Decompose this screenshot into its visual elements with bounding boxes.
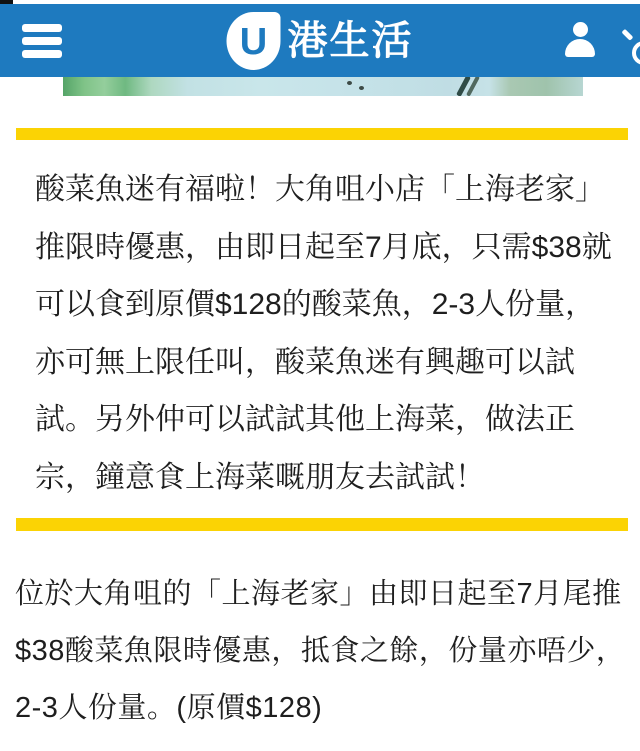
article-paragraph-2 <box>15 566 630 737</box>
user-icon <box>564 22 596 60</box>
brand-text: 港生活 <box>287 18 414 63</box>
article-photo-strip <box>63 77 583 96</box>
account-button[interactable] <box>564 22 596 60</box>
text-line: 推限時優惠，由即日起至7月底，只需$38就 <box>35 230 612 264</box>
text-line: 位於大角咀的「上海老家」由即日起至7月尾推 <box>15 578 622 610</box>
text-line: 試。另外仲可以試試其他上海菜，做法正 <box>35 403 575 436</box>
article-paragraph-1 <box>35 161 630 506</box>
menu-button[interactable] <box>22 23 64 59</box>
hamburger-menu-icon <box>22 24 62 32</box>
text-line: $38酸菜魚限時優惠，抵食之餘，份量亦唔少， <box>15 635 626 667</box>
header-actions <box>564 22 632 60</box>
hamburger-menu-icon <box>22 37 62 45</box>
text-line: 酸菜魚迷有福啦！大角咀小店「上海老家」 <box>35 173 605 206</box>
yellow-divider-top <box>16 128 628 140</box>
hamburger-menu-icon <box>22 50 62 58</box>
text-line: 宗，鐘意食上海菜嘅朋友去試試！ <box>35 460 485 494</box>
logo-leaf-icon <box>227 12 281 70</box>
logo-letter: U <box>239 20 268 63</box>
yellow-divider-bottom <box>16 518 628 531</box>
app-header <box>0 4 640 77</box>
text-line: 可以食到原價$128的酸菜魚，2-3人份量， <box>35 288 596 321</box>
photo-detail-speck <box>347 81 352 85</box>
text-line: 亦可無上限任叫，酸菜魚迷有興趣可以試 <box>35 345 575 379</box>
brand-logo[interactable] <box>227 12 414 70</box>
text-line: 2-3人份量。(原價$128) <box>15 692 323 724</box>
photo-detail-speck <box>359 86 364 90</box>
